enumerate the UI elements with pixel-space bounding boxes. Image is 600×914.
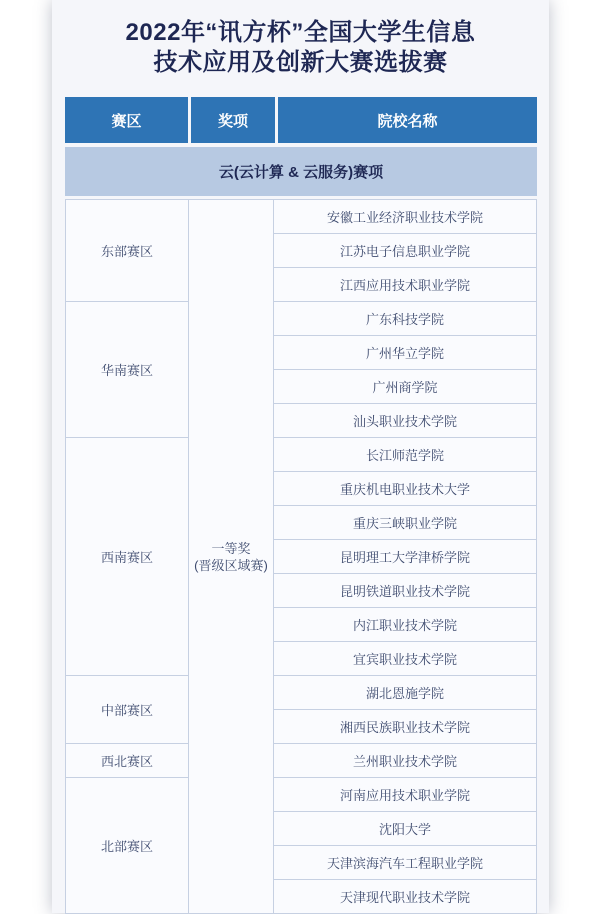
results-table [65,97,537,914]
school-cell: 重庆三峡职业学院 [274,506,537,540]
zone-cell-east: 东部赛区 [66,200,189,302]
school-cell: 广州华立学院 [274,336,537,370]
zone-cell-central: 中部赛区 [66,676,189,744]
page-title-line2: 技术应用及创新大赛选拔赛 [153,49,448,76]
zone-cell-northwest: 西北赛区 [66,744,189,778]
zone-cell-southwest: 西南赛区 [66,438,189,676]
table-row [66,438,537,472]
school-cell: 沈阳大学 [274,812,537,846]
zone-cell-south: 华南赛区 [66,302,189,438]
school-cell: 广东科技学院 [274,302,537,336]
page-title [52,0,549,78]
school-cell: 天津滨海汽车工程职业学院 [274,846,537,880]
section-banner [65,147,537,196]
zone-cell-north: 北部赛区 [66,778,189,914]
school-cell: 汕头职业技术学院 [274,404,537,438]
table-row [66,676,537,710]
data-grid [65,199,537,914]
table-row [66,744,537,778]
table-row [66,302,537,336]
table-row [66,778,537,812]
school-cell: 宜宾职业技术学院 [274,642,537,676]
header-school: 院校名称 [278,97,537,143]
school-cell: 昆明理工大学津桥学院 [274,540,537,574]
school-cell: 广州商学院 [274,370,537,404]
award-line1: 一等奖 [211,540,251,556]
school-cell: 重庆机电职业技术大学 [274,472,537,506]
page-title-line1: 2022年“讯方杯”全国大学生信息 [125,19,476,46]
section-banner-label: 云(云计算 & 云服务)赛项 [218,164,384,181]
award-cell [189,200,274,914]
school-cell: 昆明铁道职业技术学院 [274,574,537,608]
school-cell: 江西应用技术职业学院 [274,268,537,302]
school-cell: 江苏电子信息职业学院 [274,234,537,268]
school-cell: 天津现代职业技术学院 [274,880,537,914]
school-cell: 湘西民族职业技术学院 [274,710,537,744]
school-cell: 河南应用技术职业学院 [274,778,537,812]
page [52,0,549,913]
table-header-row [65,97,537,143]
table-row [66,200,537,234]
award-line2: (晋级区域赛) [194,557,268,573]
school-cell: 长江师范学院 [274,438,537,472]
header-award: 奖项 [191,97,275,143]
school-cell: 内江职业技术学院 [274,608,537,642]
header-zone: 赛区 [65,97,188,143]
school-cell: 兰州职业技术学院 [274,744,537,778]
school-cell: 安徽工业经济职业技术学院 [274,200,537,234]
school-cell: 湖北恩施学院 [274,676,537,710]
